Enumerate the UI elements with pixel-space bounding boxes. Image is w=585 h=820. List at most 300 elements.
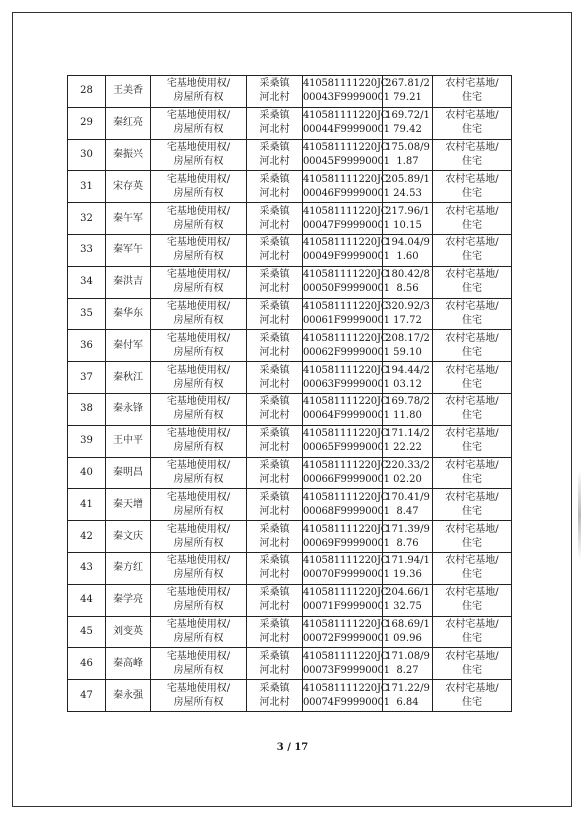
- row-number-cell: 45: [68, 616, 106, 648]
- parcel-code-cell: [303, 330, 390, 362]
- land-use-cell: [433, 107, 512, 139]
- land-use-line: 农村宅基地/: [445, 332, 499, 344]
- location-line: 采桑镇: [259, 587, 290, 599]
- area-line: 194.44/2: [385, 364, 430, 376]
- land-use-line: 住宅: [462, 601, 482, 613]
- land-use-line: 住宅: [462, 378, 482, 390]
- row-number-cell: 37: [68, 362, 106, 394]
- parcel-code-cell: [303, 521, 390, 553]
- row-number-cell: 32: [68, 203, 106, 235]
- right-type-cell: [151, 457, 247, 489]
- area-line: 8.47: [396, 505, 419, 517]
- area-line: 208.17/2: [385, 332, 430, 344]
- scan-artifact: [578, 470, 581, 560]
- land-use-cell: [433, 139, 512, 171]
- location-line: 采桑镇: [259, 523, 290, 535]
- right-type-cell: [151, 298, 247, 330]
- table-row: [68, 489, 512, 521]
- table-row: [68, 425, 512, 457]
- row-number-cell: 44: [68, 584, 106, 616]
- land-use-cell: [433, 425, 512, 457]
- parcel-code-line: 410581111220JC: [303, 523, 389, 535]
- area-line: 1.87: [396, 155, 419, 167]
- location-line: 采桑镇: [259, 205, 290, 217]
- location-cell: [247, 425, 303, 457]
- right-type-line: 房屋所有权: [173, 124, 224, 136]
- area-cell: [383, 139, 433, 171]
- area-cell: [383, 107, 433, 139]
- parcel-code-cell: [303, 234, 390, 266]
- location-cell: [247, 393, 303, 425]
- land-use-cell: [433, 616, 512, 648]
- owner-name-cell: 秦明昌: [106, 457, 151, 489]
- area-line: 09.96: [393, 632, 422, 644]
- parcel-code-cell: [303, 457, 390, 489]
- owner-name-cell: 秦军午: [106, 234, 151, 266]
- owner-name-cell: 秦红亮: [106, 107, 151, 139]
- owner-name-cell: 秦文庆: [106, 521, 151, 553]
- location-cell: [247, 298, 303, 330]
- area-line: 217.96/1: [385, 205, 430, 217]
- right-type-line: 宅基地使用权/: [166, 300, 231, 312]
- area-line: 6.84: [396, 696, 419, 708]
- location-cell: [247, 552, 303, 584]
- right-type-line: 宅基地使用权/: [166, 173, 231, 185]
- area-line: 32.75: [393, 601, 422, 613]
- parcel-code-cell: [303, 203, 390, 235]
- right-type-cell: [151, 171, 247, 203]
- area-line: 220.33/2: [385, 459, 430, 471]
- land-use-line: 农村宅基地/: [445, 491, 499, 503]
- parcel-code-line: 00050F99990001: [303, 283, 390, 295]
- parcel-code-line: 410581111220JC: [303, 364, 389, 376]
- area-line: 205.89/1: [385, 173, 430, 185]
- owner-name-cell: 秦振兴: [106, 139, 151, 171]
- land-use-line: 农村宅基地/: [445, 269, 499, 281]
- right-type-cell: [151, 680, 247, 712]
- area-line: 79.21: [393, 92, 422, 104]
- area-line: 168.69/1: [385, 618, 430, 630]
- parcel-code-line: 410581111220JC: [303, 110, 389, 122]
- location-line: 采桑镇: [259, 396, 290, 408]
- area-line: 169.72/1: [385, 110, 430, 122]
- location-line: 采桑镇: [259, 364, 290, 376]
- table-row: [68, 234, 512, 266]
- row-number-cell: 30: [68, 139, 106, 171]
- parcel-code-line: 00068F99990001: [303, 505, 390, 517]
- land-use-cell: [433, 171, 512, 203]
- parcel-code-line: 00070F99990001: [303, 569, 390, 581]
- area-cell: [383, 584, 433, 616]
- parcel-code-cell: [303, 362, 390, 394]
- land-use-line: 住宅: [462, 442, 482, 454]
- parcel-code-cell: [303, 616, 390, 648]
- area-line: 19.36: [393, 569, 422, 581]
- location-line: 采桑镇: [259, 682, 290, 694]
- right-type-cell: [151, 234, 247, 266]
- land-use-line: 住宅: [462, 124, 482, 136]
- owner-name-cell: 秦永锋: [106, 393, 151, 425]
- right-type-line: 宅基地使用权/: [166, 141, 231, 153]
- right-type-line: 宅基地使用权/: [166, 364, 231, 376]
- table-row: [68, 76, 512, 108]
- location-line: 采桑镇: [259, 332, 290, 344]
- right-type-line: 房屋所有权: [173, 187, 224, 199]
- table-row: [68, 521, 512, 553]
- land-use-line: 农村宅基地/: [445, 682, 499, 694]
- location-line: 采桑镇: [259, 173, 290, 185]
- location-line: 河北村: [259, 346, 290, 358]
- parcel-code-cell: [303, 139, 390, 171]
- right-type-cell: [151, 648, 247, 680]
- parcel-code-line: 00073F99990001: [303, 664, 390, 676]
- land-use-line: 农村宅基地/: [445, 650, 499, 662]
- area-line: 03.12: [393, 378, 422, 390]
- table-row: [68, 680, 512, 712]
- right-type-line: 房屋所有权: [173, 410, 224, 422]
- area-cell: [383, 330, 433, 362]
- location-cell: [247, 171, 303, 203]
- area-cell: [383, 298, 433, 330]
- land-use-line: 住宅: [462, 664, 482, 676]
- table-row: [68, 203, 512, 235]
- right-type-cell: [151, 552, 247, 584]
- right-type-cell: [151, 489, 247, 521]
- location-line: 河北村: [259, 505, 290, 517]
- area-line: 02.20: [393, 473, 422, 485]
- right-type-line: 房屋所有权: [173, 314, 224, 326]
- land-use-line: 农村宅基地/: [445, 364, 499, 376]
- table-row: [68, 362, 512, 394]
- right-type-cell: [151, 362, 247, 394]
- parcel-code-line: 00071F99990001: [303, 601, 390, 613]
- area-line: 175.08/9: [385, 141, 430, 153]
- right-type-line: 宅基地使用权/: [166, 555, 231, 567]
- land-use-cell: [433, 648, 512, 680]
- location-cell: [247, 234, 303, 266]
- area-cell: [383, 393, 433, 425]
- location-line: 河北村: [259, 314, 290, 326]
- parcel-code-line: 410581111220JC: [303, 237, 389, 249]
- parcel-code-line: 00065F99990001: [303, 442, 390, 454]
- right-type-line: 房屋所有权: [173, 251, 224, 263]
- land-use-line: 农村宅基地/: [445, 173, 499, 185]
- area-line: 8.27: [396, 664, 419, 676]
- land-use-line: 农村宅基地/: [445, 110, 499, 122]
- land-use-cell: [433, 266, 512, 298]
- parcel-code-line: 00072F99990001: [303, 632, 390, 644]
- area-line: 204.66/1: [385, 587, 430, 599]
- table-row: [68, 648, 512, 680]
- area-line: 171.22/9: [385, 682, 430, 694]
- location-line: 采桑镇: [259, 110, 290, 122]
- row-number-cell: 36: [68, 330, 106, 362]
- land-use-line: 住宅: [462, 569, 482, 581]
- parcel-code-line: 00043F99990001: [303, 92, 390, 104]
- location-line: 河北村: [259, 124, 290, 136]
- area-cell: [383, 171, 433, 203]
- land-use-line: 住宅: [462, 155, 482, 167]
- right-type-line: 宅基地使用权/: [166, 650, 231, 662]
- land-use-cell: [433, 298, 512, 330]
- parcel-code-line: 410581111220JC: [303, 300, 389, 312]
- land-use-cell: [433, 457, 512, 489]
- area-line: 169.78/2: [385, 396, 430, 408]
- area-line: 79.42: [393, 124, 422, 136]
- table-row: [68, 139, 512, 171]
- parcel-code-cell: [303, 393, 390, 425]
- area-line: 180.42/8: [385, 269, 430, 281]
- area-cell: [383, 457, 433, 489]
- parcel-code-cell: [303, 425, 390, 457]
- land-use-line: 农村宅基地/: [445, 78, 499, 90]
- right-type-line: 宅基地使用权/: [166, 110, 231, 122]
- land-use-line: 住宅: [462, 537, 482, 549]
- parcel-code-cell: [303, 298, 390, 330]
- parcel-code-line: 00063F99990001: [303, 378, 390, 390]
- location-cell: [247, 680, 303, 712]
- parcel-code-cell: [303, 584, 390, 616]
- parcel-code-cell: [303, 171, 390, 203]
- location-line: 采桑镇: [259, 269, 290, 281]
- area-cell: [383, 266, 433, 298]
- land-use-line: 住宅: [462, 632, 482, 644]
- right-type-cell: [151, 266, 247, 298]
- location-cell: [247, 489, 303, 521]
- location-cell: [247, 616, 303, 648]
- location-line: 河北村: [259, 155, 290, 167]
- land-use-cell: [433, 521, 512, 553]
- area-line: 1.60: [396, 251, 419, 263]
- right-type-line: 宅基地使用权/: [166, 523, 231, 535]
- land-use-cell: [433, 234, 512, 266]
- area-cell: [383, 552, 433, 584]
- right-type-line: 宅基地使用权/: [166, 491, 231, 503]
- table-row: [68, 552, 512, 584]
- land-use-line: 农村宅基地/: [445, 618, 499, 630]
- area-cell: [383, 425, 433, 457]
- area-cell: [383, 489, 433, 521]
- right-type-cell: [151, 203, 247, 235]
- location-cell: [247, 266, 303, 298]
- location-line: 河北村: [259, 569, 290, 581]
- right-type-cell: [151, 330, 247, 362]
- row-number-cell: 29: [68, 107, 106, 139]
- right-type-line: 房屋所有权: [173, 601, 224, 613]
- parcel-code-line: 00062F99990001: [303, 346, 390, 358]
- parcel-code-line: 410581111220JC: [303, 587, 389, 599]
- owner-name-cell: 秦永强: [106, 680, 151, 712]
- location-line: 河北村: [259, 696, 290, 708]
- owner-name-cell: 王中平: [106, 425, 151, 457]
- owner-name-cell: 秦学亮: [106, 584, 151, 616]
- records-body: [68, 76, 512, 712]
- area-line: 59.10: [393, 346, 422, 358]
- land-use-line: 农村宅基地/: [445, 459, 499, 471]
- parcel-code-line: 00046F99990001: [303, 187, 390, 199]
- land-use-line: 住宅: [462, 187, 482, 199]
- area-line: 10.15: [393, 219, 422, 231]
- location-line: 河北村: [259, 632, 290, 644]
- area-line: 171.94/1: [385, 555, 430, 567]
- right-type-line: 房屋所有权: [173, 442, 224, 454]
- location-line: 河北村: [259, 537, 290, 549]
- location-line: 河北村: [259, 442, 290, 454]
- right-type-cell: [151, 616, 247, 648]
- row-number-cell: 42: [68, 521, 106, 553]
- owner-name-cell: 秦华东: [106, 298, 151, 330]
- table-row: [68, 298, 512, 330]
- parcel-code-cell: [303, 648, 390, 680]
- land-use-line: 农村宅基地/: [445, 141, 499, 153]
- location-cell: [247, 521, 303, 553]
- table-row: [68, 171, 512, 203]
- right-type-line: 宅基地使用权/: [166, 237, 231, 249]
- land-use-cell: [433, 393, 512, 425]
- land-use-line: 农村宅基地/: [445, 523, 499, 535]
- area-line: 171.14/2: [385, 428, 430, 440]
- right-type-cell: [151, 107, 247, 139]
- row-number-cell: 31: [68, 171, 106, 203]
- parcel-code-line: 410581111220JC: [303, 78, 389, 90]
- land-use-cell: [433, 584, 512, 616]
- right-type-line: 宅基地使用权/: [166, 396, 231, 408]
- location-line: 河北村: [259, 378, 290, 390]
- land-use-line: 住宅: [462, 251, 482, 263]
- area-line: 8.56: [396, 283, 419, 295]
- land-use-cell: [433, 362, 512, 394]
- parcel-code-cell: [303, 76, 390, 108]
- table-row: [68, 393, 512, 425]
- land-use-line: 农村宅基地/: [445, 205, 499, 217]
- right-type-line: 宅基地使用权/: [166, 428, 231, 440]
- location-line: 河北村: [259, 410, 290, 422]
- area-cell: [383, 234, 433, 266]
- land-use-line: 住宅: [462, 219, 482, 231]
- row-number-cell: 33: [68, 234, 106, 266]
- land-use-line: 农村宅基地/: [445, 396, 499, 408]
- land-use-line: 住宅: [462, 283, 482, 295]
- location-line: 采桑镇: [259, 650, 290, 662]
- right-type-line: 房屋所有权: [173, 92, 224, 104]
- parcel-code-line: 410581111220JC: [303, 650, 389, 662]
- right-type-cell: [151, 521, 247, 553]
- row-number-cell: 28: [68, 76, 106, 108]
- area-cell: [383, 362, 433, 394]
- right-type-line: 房屋所有权: [173, 155, 224, 167]
- parcel-code-line: 410581111220JC: [303, 428, 389, 440]
- parcel-code-line: 00049F99990001: [303, 251, 390, 263]
- land-use-line: 农村宅基地/: [445, 555, 499, 567]
- land-use-line: 农村宅基地/: [445, 237, 499, 249]
- location-cell: [247, 584, 303, 616]
- area-cell: [383, 680, 433, 712]
- location-line: 采桑镇: [259, 491, 290, 503]
- area-line: 17.72: [393, 314, 422, 326]
- area-line: 194.04/9: [385, 237, 430, 249]
- location-cell: [247, 139, 303, 171]
- parcel-code-line: 410581111220JC: [303, 618, 389, 630]
- right-type-cell: [151, 425, 247, 457]
- right-type-line: 宅基地使用权/: [166, 332, 231, 344]
- parcel-code-line: 00069F99990001: [303, 537, 390, 549]
- row-number-cell: 35: [68, 298, 106, 330]
- right-type-line: 房屋所有权: [173, 505, 224, 517]
- right-type-line: 房屋所有权: [173, 473, 224, 485]
- parcel-code-line: 00064F99990001: [303, 410, 390, 422]
- area-line: 11.80: [393, 410, 422, 422]
- parcel-code-line: 410581111220JC: [303, 396, 389, 408]
- land-use-cell: [433, 489, 512, 521]
- right-type-line: 房屋所有权: [173, 537, 224, 549]
- owner-name-cell: 秦洪吉: [106, 266, 151, 298]
- location-line: 河北村: [259, 473, 290, 485]
- location-line: 采桑镇: [259, 237, 290, 249]
- table-row: [68, 457, 512, 489]
- owner-name-cell: 宋存英: [106, 171, 151, 203]
- land-use-line: 住宅: [462, 473, 482, 485]
- right-type-cell: [151, 393, 247, 425]
- parcel-code-cell: [303, 107, 390, 139]
- area-line: 8.76: [396, 537, 419, 549]
- parcel-code-cell: [303, 552, 390, 584]
- parcel-code-line: 00061F99990001: [303, 314, 390, 326]
- area-line: 320.92/3: [385, 300, 430, 312]
- row-number-cell: 34: [68, 266, 106, 298]
- right-type-cell: [151, 76, 247, 108]
- row-number-cell: 46: [68, 648, 106, 680]
- owner-name-cell: 秦天增: [106, 489, 151, 521]
- parcel-code-line: 410581111220JC: [303, 173, 389, 185]
- right-type-line: 房屋所有权: [173, 696, 224, 708]
- right-type-line: 宅基地使用权/: [166, 459, 231, 471]
- parcel-code-line: 410581111220JC: [303, 269, 389, 281]
- location-line: 采桑镇: [259, 459, 290, 471]
- area-line: 171.08/9: [385, 650, 430, 662]
- parcel-code-cell: [303, 266, 390, 298]
- location-line: 河北村: [259, 187, 290, 199]
- location-cell: [247, 107, 303, 139]
- parcel-code-line: 410581111220JC: [303, 491, 389, 503]
- parcel-code-line: 410581111220JC: [303, 555, 389, 567]
- area-cell: [383, 648, 433, 680]
- location-line: 采桑镇: [259, 428, 290, 440]
- right-type-cell: [151, 584, 247, 616]
- right-type-line: 房屋所有权: [173, 219, 224, 231]
- records-table: [67, 75, 512, 712]
- page-number: 3 / 17: [276, 742, 309, 753]
- right-type-line: 房屋所有权: [173, 346, 224, 358]
- location-line: 河北村: [259, 251, 290, 263]
- right-type-line: 宅基地使用权/: [166, 682, 231, 694]
- area-cell: [383, 616, 433, 648]
- location-line: 河北村: [259, 664, 290, 676]
- owner-name-cell: 王美香: [106, 76, 151, 108]
- parcel-code-line: 410581111220JC: [303, 141, 389, 153]
- area-line: 24.53: [393, 187, 422, 199]
- area-line: 267.81/2: [385, 78, 430, 90]
- parcel-code-line: 410581111220JC: [303, 459, 389, 471]
- owner-name-cell: 秦高峰: [106, 648, 151, 680]
- row-number-cell: 43: [68, 552, 106, 584]
- table-row: [68, 584, 512, 616]
- table-row: [68, 616, 512, 648]
- land-use-cell: [433, 552, 512, 584]
- right-type-line: 宅基地使用权/: [166, 78, 231, 90]
- land-use-line: 住宅: [462, 410, 482, 422]
- location-cell: [247, 362, 303, 394]
- land-use-cell: [433, 680, 512, 712]
